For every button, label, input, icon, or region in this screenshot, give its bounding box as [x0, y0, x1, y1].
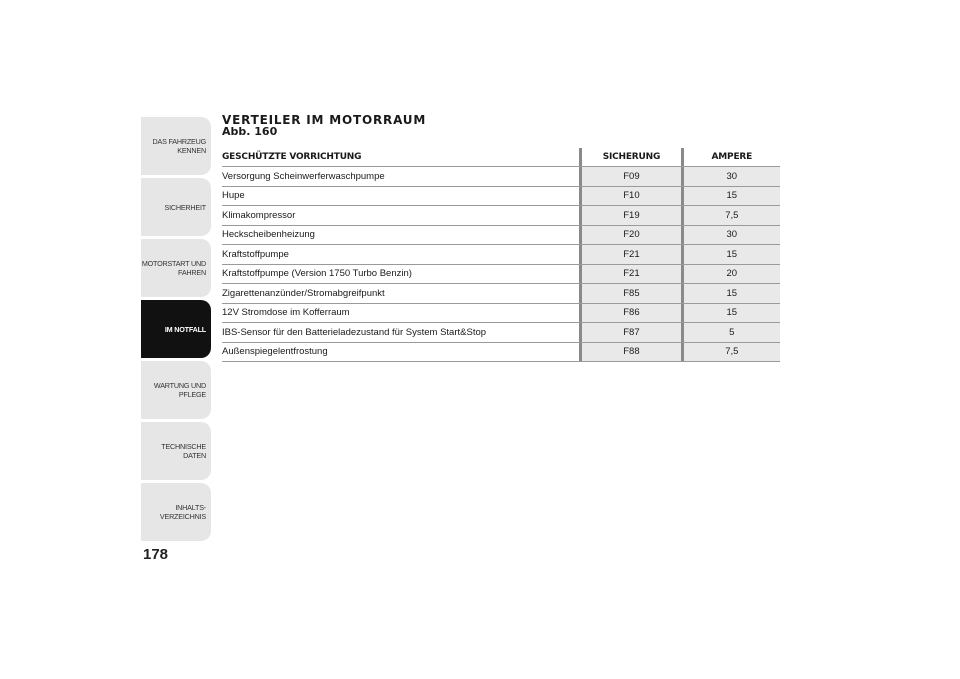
fuse-table — [222, 148, 780, 362]
ampere-cell: 15 — [684, 303, 780, 323]
page-number: 178 — [143, 546, 169, 563]
table-row — [222, 167, 780, 187]
fuse-cell: F19 — [582, 206, 680, 226]
ampere-cell: 7,5 — [684, 206, 780, 226]
fuse-cell: F21 — [582, 264, 680, 284]
tab-label: INHALTS- VERZEICHNIS — [159, 503, 206, 521]
table-body — [222, 167, 780, 362]
device-cell: Außenspiegelentfrostung — [222, 342, 579, 362]
device-cell: Heckscheibenheizung — [222, 225, 579, 245]
section-title: VERTEILER IM MOTORRAUM — [222, 113, 427, 127]
tab-inhaltsverzeichnis[interactable] — [141, 483, 211, 541]
device-cell: Kraftstoffpumpe (Version 1750 Turbo Benzin) — [222, 264, 579, 284]
tab-label: MOTORSTART UND FAHREN — [141, 259, 206, 277]
table-header-row — [222, 148, 780, 167]
fuse-cell: F87 — [582, 323, 680, 343]
ampere-cell: 15 — [684, 284, 780, 304]
tab-label: WARTUNG UND PFLEGE — [153, 381, 206, 399]
device-cell: Versorgung Scheinwerferwaschpumpe — [222, 167, 579, 187]
fuse-cell: F86 — [582, 303, 680, 323]
header-protected-device: GESCHÜTZTE VORRICHTUNG — [222, 152, 362, 162]
fuse-cell: F88 — [582, 342, 680, 362]
device-cell: Kraftstoffpumpe — [222, 245, 579, 265]
ampere-cell: 7,5 — [684, 342, 780, 362]
table-row — [222, 186, 780, 206]
fuse-cell: F85 — [582, 284, 680, 304]
fuse-cell: F21 — [582, 245, 680, 265]
tab-wartung-und-pflege[interactable] — [141, 361, 211, 419]
device-cell: Zigarettenanzünder/Stromabgreifpunkt — [222, 284, 579, 304]
ampere-cell: 20 — [684, 264, 780, 284]
device-cell: Hupe — [222, 186, 579, 206]
tab-label: DAS FAHRZEUG KENNEN — [152, 137, 206, 155]
table-row — [222, 206, 780, 226]
tab-das-fahrzeug-kennen[interactable] — [141, 117, 211, 175]
table-row — [222, 303, 780, 323]
header-ampere: AMPERE — [711, 152, 753, 162]
table-row — [222, 284, 780, 304]
fuse-cell: F20 — [582, 225, 680, 245]
fuse-cell: F10 — [582, 186, 680, 206]
tab-label: IM NOTFALL — [164, 324, 206, 334]
ampere-cell: 5 — [684, 323, 780, 343]
table-row — [222, 264, 780, 284]
device-cell: IBS-Sensor für den Batterieladezustand für System Start&Stop — [222, 323, 579, 343]
device-cell: 12V Stromdose im Kofferraum — [222, 303, 579, 323]
table-row — [222, 342, 780, 362]
ampere-cell: 15 — [684, 245, 780, 265]
ampere-cell: 15 — [684, 186, 780, 206]
tab-technische-daten[interactable] — [141, 422, 211, 480]
table-row — [222, 225, 780, 245]
tab-label: TECHNISCHE DATEN — [161, 442, 206, 460]
header-fuse: SICHERUNG — [602, 152, 661, 162]
ampere-cell: 30 — [684, 225, 780, 245]
tab-label: SICHERHEIT — [164, 202, 206, 212]
device-cell: Klimakompressor — [222, 206, 579, 226]
ampere-cell: 30 — [684, 167, 780, 187]
fuse-cell: F09 — [582, 167, 680, 187]
figure-reference: Abb. 160 — [222, 125, 278, 138]
table-row — [222, 245, 780, 265]
tab-im-notfall[interactable] — [141, 300, 211, 358]
tab-motorstart-und-fahren[interactable] — [141, 239, 211, 297]
table-row — [222, 323, 780, 343]
tab-sicherheit[interactable] — [141, 178, 211, 236]
